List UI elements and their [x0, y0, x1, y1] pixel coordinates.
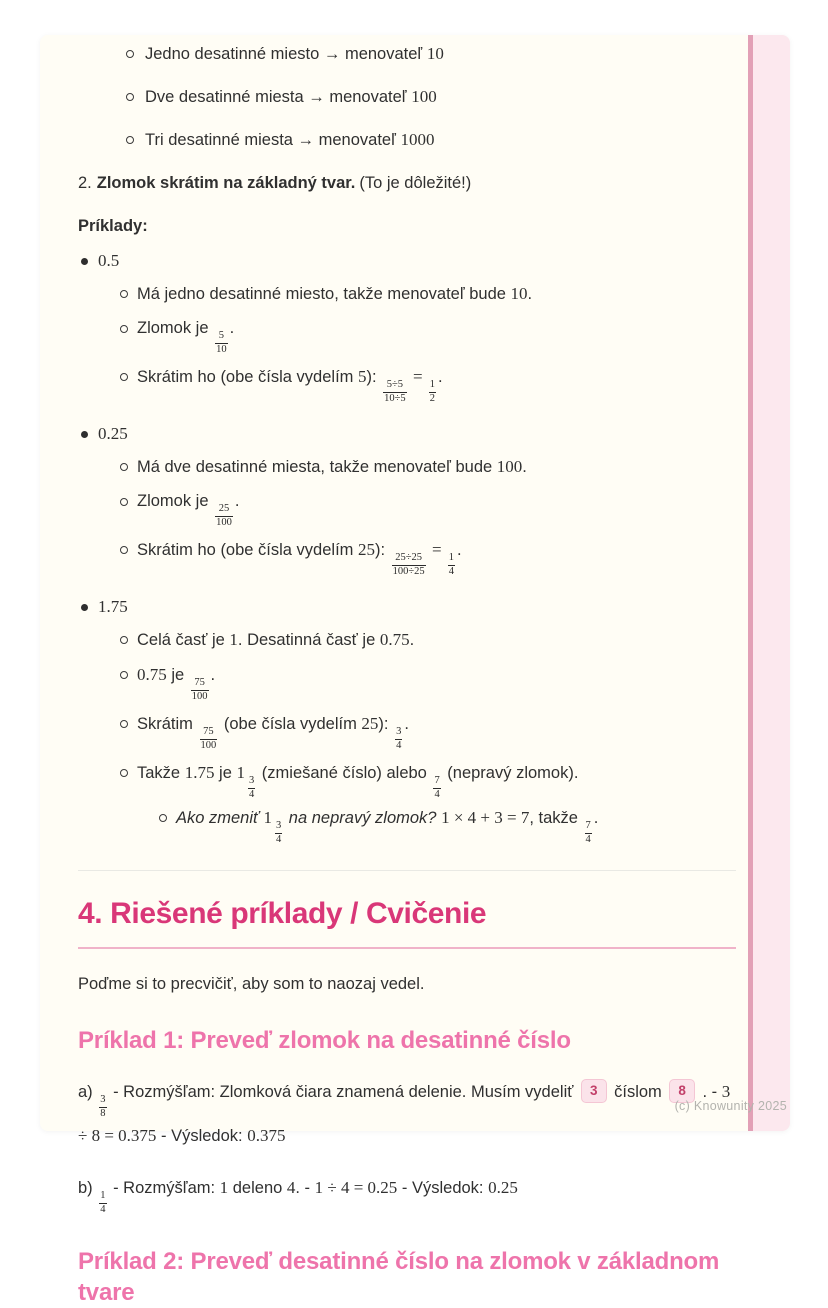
sub-item-text: . — [234, 492, 240, 510]
exercise-text: - Výsledok: — [397, 1179, 489, 1197]
fraction-denominator: 4 — [434, 788, 440, 800]
list-item-text: Tri desatinné miesta → menovateľ — [145, 131, 401, 149]
exercise-text: . - — [697, 1083, 722, 1101]
list-item — [124, 129, 736, 151]
sub-item — [118, 363, 736, 405]
fraction-denominator: 4 — [275, 833, 282, 845]
sub-item-text: Takže — [137, 764, 185, 782]
fraction — [275, 820, 282, 846]
examples-heading: Príklady: — [78, 217, 148, 235]
fraction-numerator: 25 — [218, 503, 230, 515]
fraction-denominator: 8 — [100, 1107, 106, 1119]
example-item — [78, 250, 736, 405]
sub-item — [118, 315, 736, 356]
fraction-numerator: 75 — [194, 677, 205, 689]
fraction — [99, 1094, 106, 1120]
sub-item-text: . — [593, 809, 599, 827]
step-note: (To je dôležité!) — [359, 174, 472, 192]
sub-item-text: . Desatinná časť je — [237, 631, 380, 649]
math-number: 0.375 — [247, 1126, 286, 1145]
priklad-2-heading: Príklad 2: Preveď desatinné číslo na zlomok v základnom tvare — [78, 1248, 720, 1306]
fraction-numerator: 3 — [248, 775, 255, 787]
sub-item-text: Celá časť je — [137, 631, 230, 649]
fraction — [248, 775, 255, 801]
sub-item-text: . — [409, 631, 415, 649]
fraction-denominator: 4 — [396, 739, 402, 751]
sub-item-text: . — [229, 319, 235, 337]
sub-item — [118, 710, 736, 752]
math-number: 1.75 — [184, 763, 215, 782]
list-item-text: Dve desatinné miesta → menovateľ — [145, 88, 412, 106]
fraction-denominator: 10 — [216, 343, 227, 355]
fraction-denominator: 100 — [191, 690, 208, 702]
fraction — [448, 552, 455, 578]
italic-text: Ako zmeniť — [176, 809, 264, 827]
priklad-1-heading: Príklad 1: Preveď zlomok na desatinné číslo — [78, 1027, 571, 1054]
fraction — [433, 775, 440, 801]
math-number: 1 — [229, 630, 238, 649]
sub-item-text: ): — [375, 541, 390, 559]
sub-item-text: je — [166, 666, 189, 684]
math-number: 0.75 — [379, 630, 410, 649]
math-number: 1000 — [400, 130, 435, 149]
equals-sign: = — [408, 367, 427, 386]
exercise-b-paragraph — [78, 1172, 736, 1216]
sub-list — [98, 453, 736, 578]
fraction-numerator: 1 — [429, 379, 436, 391]
fraction — [585, 820, 592, 846]
sub-item-text: . — [210, 666, 216, 684]
math-number: 5 — [358, 367, 367, 386]
example-item — [78, 423, 736, 578]
example-value: 1.75 — [98, 597, 128, 616]
fraction-numerator: 5 — [218, 330, 224, 342]
sub-item-text: Skrátim ho (obe čísla vydelím — [137, 368, 358, 386]
math-number: 25 — [358, 540, 375, 559]
math-number: 10 — [510, 284, 528, 303]
sub-item-text: (obe čísla vydelím — [219, 715, 362, 733]
sub-list — [98, 626, 736, 846]
document-page — [40, 35, 790, 1306]
sub-sub-list — [137, 804, 736, 846]
sub-item-text: (zmiešané číslo) alebo — [257, 764, 432, 782]
sub-item — [118, 759, 736, 846]
step-2-paragraph — [78, 172, 736, 194]
sub-item — [118, 661, 736, 703]
math-number: 10 — [426, 44, 444, 63]
section-4-intro: Poďme si to precvičiť, aby som to naozaj vedel. — [78, 975, 425, 993]
list-item — [124, 43, 736, 65]
math-number: 0.25 — [488, 1178, 518, 1197]
fraction-numerator: 1 — [448, 552, 455, 564]
exercise-text: . - — [295, 1179, 315, 1197]
mixed-number-whole: 1 — [263, 808, 272, 827]
math-number: 1 — [219, 1178, 229, 1197]
math-number: 100 — [411, 87, 437, 106]
sub-item — [118, 488, 736, 529]
sub-item-text: Zlomok je — [137, 319, 214, 337]
fraction-numerator: 3 — [100, 1094, 106, 1106]
fraction-denominator: 2 — [429, 392, 436, 404]
sub-list — [98, 280, 736, 405]
sub-item-text: . — [522, 458, 527, 476]
list-item — [124, 86, 736, 108]
exercise-label: a) — [78, 1083, 98, 1101]
math-number: 25 — [361, 714, 379, 733]
sub-item-text: (nepravý zlomok). — [442, 764, 579, 782]
sub-item-text: . — [457, 541, 462, 559]
page-content — [78, 41, 736, 1308]
step-number: 2. — [78, 174, 92, 192]
sub-item-text: . — [527, 285, 533, 303]
exercise-text: deleno — [228, 1179, 287, 1197]
exercise-text: - Rozmýšľam: Zlomková čiara znamená delenie. Musím vydeliť — [108, 1083, 579, 1101]
fraction — [383, 379, 407, 405]
number-chip: 3 — [581, 1079, 607, 1103]
fraction — [429, 379, 436, 405]
equals-sign: = — [427, 540, 446, 559]
sub-item-text: , takže — [529, 809, 583, 827]
mixed-number-whole: 1 — [236, 763, 245, 782]
sub-item — [118, 280, 736, 308]
denominator-rule-list — [78, 43, 736, 151]
margin-accent-strip — [748, 35, 790, 1131]
number-chip: 8 — [669, 1079, 695, 1103]
fraction-denominator: 4 — [448, 565, 455, 577]
fraction-denominator: 4 — [100, 1203, 106, 1215]
sub-item-text: Skrátim ho (obe čísla vydelím — [137, 541, 358, 559]
fraction — [215, 330, 228, 356]
sub-item — [118, 536, 736, 578]
math-expression: 1 ÷ 4 = 0.25 — [314, 1178, 398, 1197]
sub-item-text: Skrátim — [137, 715, 198, 733]
math-number: 100 — [496, 457, 523, 476]
fraction-denominator: 100÷25 — [392, 565, 425, 577]
math-expression: 1 × 4 + 3 = 7 — [441, 808, 530, 827]
exercise-text: - Rozmýšľam: — [108, 1179, 220, 1197]
fraction — [392, 552, 426, 578]
fraction-numerator: 1 — [100, 1190, 106, 1202]
fraction-denominator: 4 — [585, 833, 591, 845]
sub-item — [118, 453, 736, 481]
example-value: 0.25 — [98, 424, 128, 443]
fraction-numerator: 7 — [434, 775, 440, 787]
sub-item-text: . — [404, 715, 409, 733]
fraction — [99, 1190, 106, 1216]
fraction — [191, 677, 209, 703]
math-number: 4 — [286, 1178, 296, 1197]
math-expression: 3 ÷ 8 = 0.375 — [78, 1082, 731, 1145]
fraction-denominator: 100 — [200, 739, 217, 751]
examples-list — [78, 250, 736, 846]
fraction-denominator: 10÷5 — [384, 392, 406, 404]
section-divider — [78, 870, 736, 871]
fraction — [215, 503, 233, 529]
sub-item-text: . — [438, 368, 443, 386]
exercise-label: b) — [78, 1179, 98, 1197]
fraction-numerator: 25÷25 — [395, 552, 423, 564]
italic-text: na nepravý zlomok? — [284, 809, 442, 827]
sub-item-text: Má jedno desatinné miesto, takže menovateľ bude — [137, 285, 511, 303]
example-item — [78, 596, 736, 846]
exercise-text: číslom — [609, 1083, 667, 1101]
sub-item-text: ): — [366, 368, 382, 386]
fraction — [200, 726, 218, 752]
step-bold-text: Zlomok skrátim na základný tvar. — [96, 174, 356, 192]
math-number: 0.75 — [137, 665, 167, 684]
fraction — [395, 726, 402, 752]
example-value: 0.5 — [98, 251, 120, 270]
fraction-numerator: 75 — [203, 726, 214, 738]
sub-item — [157, 804, 736, 846]
sub-item-text: ): — [378, 715, 394, 733]
fraction-numerator: 3 — [275, 820, 282, 832]
fraction-numerator: 7 — [585, 820, 591, 832]
section-4-heading: 4. Riešené príklady / Cvičenie — [78, 895, 736, 949]
sub-item — [118, 626, 736, 654]
sub-item-text: Má dve desatinné miesta, takže menovateľ bude — [137, 458, 497, 476]
fraction-numerator: 5÷5 — [386, 379, 404, 391]
exercise-a-paragraph — [78, 1076, 736, 1152]
exercise-text: - Výsledok: — [156, 1127, 248, 1145]
fraction-denominator: 4 — [248, 788, 255, 800]
watermark: (c) Knowunity 2025 — [674, 1099, 787, 1113]
fraction-denominator: 100 — [216, 516, 232, 528]
sub-item-text: Zlomok je — [137, 492, 214, 510]
fraction-numerator: 3 — [396, 726, 402, 738]
sub-item-text: je — [214, 764, 237, 782]
list-item-text: Jedno desatinné miesto → menovateľ — [145, 45, 427, 63]
